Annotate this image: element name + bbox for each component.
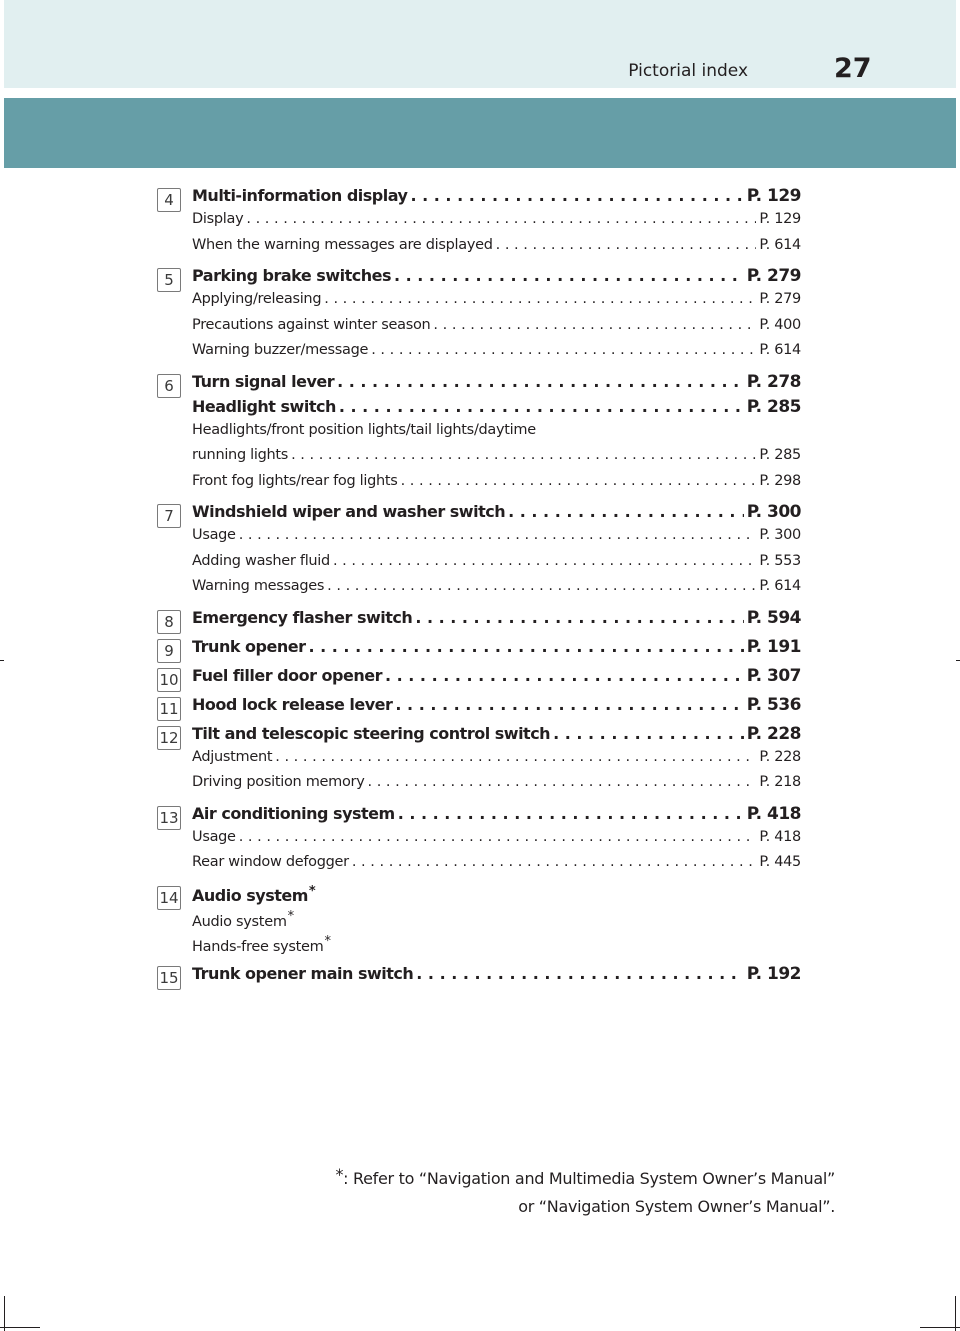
index-entry[interactable] [192, 637, 801, 662]
entry-label: Hands-free system* [192, 934, 331, 955]
index-entry[interactable] [192, 186, 801, 211]
index-entry[interactable] [192, 695, 801, 720]
item-number-badge: 4 [157, 188, 181, 212]
index-subentry[interactable] [192, 237, 801, 263]
page-reference-link[interactable]: P. 614 [759, 236, 801, 253]
leader-dots [239, 527, 757, 543]
page-reference-link[interactable]: P. 191 [746, 636, 801, 657]
index-group [157, 724, 801, 800]
entry-label: Trunk opener main switch [192, 963, 414, 983]
leader-dots [352, 854, 757, 870]
item-number-badge: 11 [157, 697, 181, 721]
index-group [157, 502, 801, 604]
leader-dots [415, 608, 743, 627]
entry-label: When the warning messages are displayed [192, 236, 493, 253]
index-subentry [192, 934, 801, 960]
leader-dots [308, 637, 743, 656]
footnote [335, 1161, 835, 1221]
index-entry[interactable] [192, 372, 801, 397]
entry-label: Display [192, 211, 244, 227]
entry-label: Parking brake switches [192, 266, 391, 285]
page-reference-link[interactable]: P. 445 [759, 854, 801, 870]
leader-dots [246, 211, 756, 227]
page-reference-link[interactable]: P. 594 [746, 607, 801, 628]
leader-dots [410, 186, 743, 205]
entry-label: Tilt and telescopic steering control switch [192, 723, 551, 743]
page-reference-link[interactable]: P. 300 [746, 502, 801, 522]
entry-label: Adding washer fluid [192, 552, 330, 569]
leader-dots [275, 749, 756, 765]
index-entry[interactable] [192, 724, 801, 749]
entry-label: Headlights/front position lights/tail lights/daytime [192, 421, 536, 438]
page-reference-link[interactable]: P. 218 [759, 774, 801, 790]
pictorial-index-list [157, 186, 801, 989]
leader-dots [395, 695, 743, 714]
entry-label: Warning messages [192, 578, 325, 594]
entry-label: Warning buzzer/message [192, 342, 369, 358]
entry-label: Headlight switch [192, 396, 336, 416]
crop-mark [4, 1296, 5, 1331]
index-subentry [192, 422, 801, 448]
index-subentry[interactable] [192, 447, 801, 473]
page-reference-link[interactable]: P. 228 [746, 723, 801, 744]
leader-dots [398, 804, 744, 823]
page-reference-link[interactable]: P. 536 [746, 694, 801, 715]
entry-label: Usage [192, 527, 236, 543]
item-number-badge: 10 [157, 668, 181, 692]
index-subentry[interactable] [192, 829, 801, 855]
entry-label: Applying/releasing [192, 291, 322, 307]
index-entry[interactable] [192, 608, 801, 633]
leader-dots [337, 372, 744, 391]
leader-dots [394, 266, 744, 285]
index-subentry[interactable] [192, 774, 801, 800]
item-number-badge: 13 [157, 806, 181, 830]
item-number-badge: 9 [157, 639, 181, 663]
entry-label: running lights [192, 447, 289, 463]
index-subentry[interactable] [192, 578, 801, 604]
page-reference-link[interactable]: P. 418 [759, 828, 801, 845]
index-subentry[interactable] [192, 749, 801, 775]
leader-dots [239, 829, 757, 845]
page-reference-link[interactable]: P. 192 [746, 963, 801, 984]
index-entry[interactable] [192, 964, 801, 989]
entry-label: Adjustment [192, 748, 273, 765]
entry-label: Hood lock release lever [192, 694, 393, 714]
entry-label: Multi-information display [192, 186, 408, 205]
item-number-badge: 14 [157, 886, 181, 910]
leader-dots [496, 237, 757, 253]
page-reference-link[interactable]: P. 278 [746, 371, 801, 392]
page-reference-link[interactable]: P. 307 [746, 665, 801, 686]
page-reference-link[interactable]: P. 298 [759, 472, 801, 489]
crop-mark [920, 1327, 960, 1328]
footnote-line-1: *: Refer to “Navigation and Multimedia System Owner’s Manual” [335, 1165, 835, 1188]
entry-label: Audio system* [192, 883, 316, 905]
index-subentry[interactable] [192, 854, 801, 880]
entry-label: Trunk opener [192, 636, 306, 656]
entry-label: Emergency flasher switch [192, 607, 413, 627]
entry-label: Fuel filler door opener [192, 665, 382, 685]
page-reference-link[interactable]: P. 400 [759, 316, 801, 333]
leader-dots [324, 291, 756, 307]
header-band [4, 0, 956, 88]
page-reference-link[interactable]: P. 418 [746, 803, 801, 824]
page-reference-link[interactable]: P. 614 [759, 578, 801, 594]
index-group [157, 884, 801, 960]
leader-dots [371, 342, 756, 358]
leader-dots [291, 447, 756, 463]
entry-label: Usage [192, 828, 236, 845]
entry-label: Audio system* [192, 908, 294, 930]
footnote-asterisk: * [335, 1165, 344, 1184]
asterisk-marker: * [308, 883, 316, 899]
footnote-line-2: or “Navigation System Owner’s Manual”. [518, 1197, 835, 1216]
crop-mark [956, 660, 960, 661]
index-group [157, 372, 801, 499]
leader-dots [508, 502, 744, 521]
page-reference-link[interactable]: P. 279 [746, 266, 801, 286]
index-entry [192, 884, 801, 909]
index-entry[interactable] [192, 502, 801, 527]
item-number-badge: 5 [157, 268, 181, 292]
index-group [157, 666, 801, 691]
index-entry[interactable] [192, 266, 801, 291]
index-group [157, 964, 801, 989]
page-reference-link[interactable]: P. 129 [759, 211, 801, 227]
index-group [157, 695, 801, 720]
entry-label: Turn signal lever [192, 371, 335, 391]
index-subentry [192, 909, 801, 935]
index-entry[interactable] [192, 666, 801, 691]
item-number-badge: 12 [157, 726, 181, 750]
leader-dots [401, 473, 757, 489]
index-subentry[interactable] [192, 211, 801, 237]
index-entry[interactable] [192, 397, 801, 422]
leader-dots [339, 397, 744, 416]
page-number: 27 [834, 53, 872, 84]
leader-dots [333, 553, 756, 569]
index-group [157, 608, 801, 633]
header-accent-bar [4, 98, 956, 168]
index-subentry[interactable] [192, 553, 801, 579]
item-number-badge: 15 [157, 966, 181, 990]
entry-label: Front fog lights/rear fog lights [192, 472, 398, 489]
page-reference-link[interactable]: P. 228 [759, 748, 801, 765]
index-entry[interactable] [192, 804, 801, 829]
crop-mark [0, 1327, 40, 1328]
index-group [157, 637, 801, 662]
index-subentry[interactable] [192, 317, 801, 343]
index-group [157, 804, 801, 880]
index-subentry[interactable] [192, 527, 801, 553]
page-reference-link[interactable]: P. 300 [759, 527, 801, 543]
index-subentry[interactable] [192, 291, 801, 317]
entry-label: Driving position memory [192, 774, 365, 790]
entry-label: Windshield wiper and washer switch [192, 502, 506, 521]
leader-dots [368, 774, 757, 790]
entry-label: Precautions against winter season [192, 316, 431, 333]
entry-label: Air conditioning system [192, 803, 395, 823]
leader-dots [433, 317, 756, 333]
crop-mark [0, 660, 4, 661]
page-reference-link[interactable]: P. 129 [746, 186, 801, 206]
page-reference-link[interactable]: P. 614 [759, 342, 801, 358]
leader-dots [416, 964, 744, 983]
page-reference-link[interactable]: P. 279 [759, 291, 801, 307]
item-number-badge: 6 [157, 374, 181, 398]
crop-mark [955, 1296, 956, 1331]
asterisk-marker: * [287, 908, 294, 924]
item-number-badge: 8 [157, 610, 181, 634]
page-reference-link[interactable]: P. 285 [746, 396, 801, 417]
page-reference-link[interactable]: P. 553 [759, 552, 801, 569]
index-subentry[interactable] [192, 473, 801, 499]
item-number-badge: 7 [157, 504, 181, 528]
leader-dots [327, 578, 756, 594]
leader-dots [385, 666, 744, 685]
leader-dots [553, 724, 744, 743]
entry-label: Rear window defogger [192, 854, 349, 870]
page-reference-link[interactable]: P. 285 [759, 447, 801, 463]
index-group [157, 186, 801, 262]
asterisk-marker: * [324, 934, 331, 949]
index-subentry[interactable] [192, 342, 801, 368]
index-group [157, 266, 801, 368]
section-title: Pictorial index [628, 61, 748, 81]
